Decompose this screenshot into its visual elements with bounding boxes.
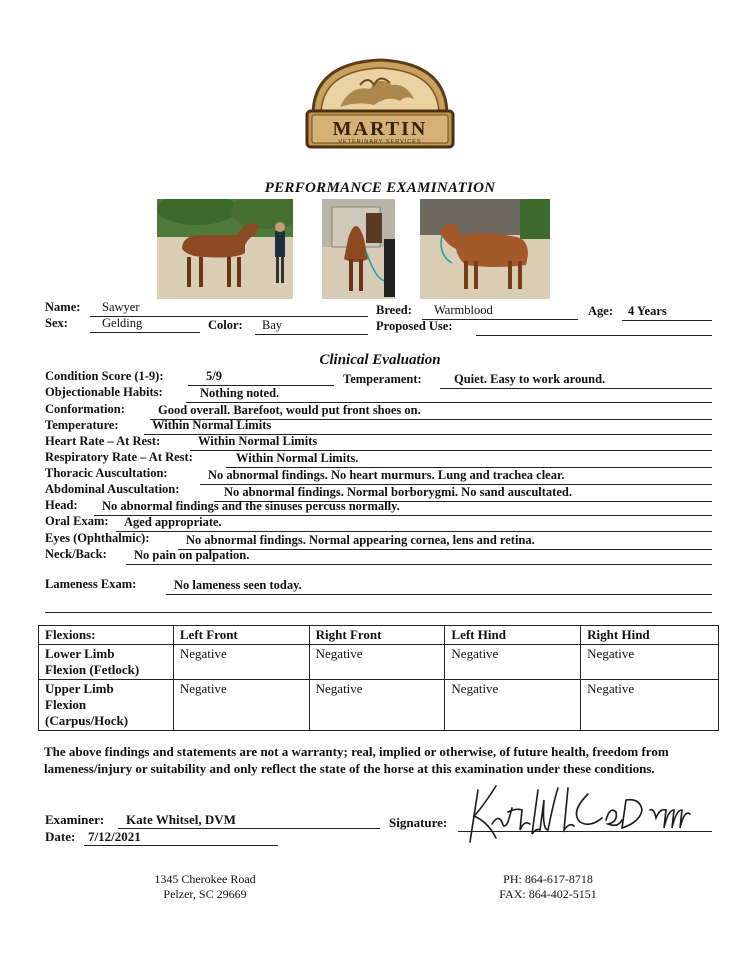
temperament-label: Temperament: (343, 372, 422, 386)
date-value: 7/12/2021 (88, 829, 141, 844)
table-header-cell: Right Hind (581, 626, 719, 645)
date-underline (84, 845, 278, 846)
color-label: Color: (208, 318, 243, 332)
temperament-underline (440, 388, 712, 389)
lameness-exam-value: No lameness seen today. (174, 578, 302, 592)
logo-text: MARTIN (332, 118, 428, 140)
lameness-extra-line (45, 612, 712, 613)
horse-other-side-image-icon (420, 199, 550, 299)
head-value: No abnormal findings and the sinuses percuss normally. (102, 499, 400, 513)
row-label-upper-limb (39, 680, 174, 731)
row-label-line: Lower Limb (45, 646, 115, 661)
horse-photo-front (322, 199, 395, 299)
temperature-label: Temperature: (45, 418, 119, 432)
temperament-value: Quiet. Easy to work around. (454, 372, 606, 386)
table-cell: Negative (173, 680, 309, 731)
sex-value: Gelding (102, 316, 143, 330)
sex-underline (90, 332, 200, 333)
table-cell: Negative (581, 645, 719, 680)
horse-side-image-icon (157, 199, 293, 299)
eyes-underline (178, 549, 712, 550)
heart-rate-label: Heart Rate – At Rest: (45, 434, 161, 448)
table-row (39, 680, 719, 731)
flexions-table (38, 625, 719, 731)
martin-veterinary-logo (305, 55, 455, 155)
condition-value: 5/9 (206, 369, 222, 383)
name-value: Sawyer (102, 300, 140, 314)
address-line: Pelzer, SC 29669 (163, 887, 247, 901)
table-header-cell: Flexions: (39, 626, 174, 645)
table-row (39, 645, 719, 680)
objectionable-label: Objectionable Habits: (45, 385, 163, 399)
eyes-label: Eyes (Ophthalmic): (45, 531, 150, 545)
lameness-exam-underline (166, 594, 712, 595)
signature-icon (456, 780, 706, 844)
name-label: Name: (45, 300, 81, 314)
head-label: Head: (45, 498, 78, 512)
logo-subtext: VETERINARY SERVICES (338, 139, 422, 145)
proposed-use-underline (476, 335, 712, 336)
handwritten-signature (456, 780, 706, 844)
age-label: Age: (588, 304, 613, 318)
table-cell: Negative (581, 680, 719, 731)
fax-number: FAX: 864-402-5151 (499, 887, 597, 901)
age-value: 4 Years (628, 304, 667, 318)
signature-label: Signature: (389, 815, 448, 830)
document-title: PERFORMANCE EXAMINATION (264, 180, 496, 196)
contact-block (478, 872, 618, 902)
examiner-label: Examiner: (45, 812, 105, 827)
table-cell: Negative (309, 680, 445, 731)
lameness-exam-label: Lameness Exam: (45, 577, 137, 591)
row-label-line: Upper Limb (45, 681, 114, 696)
row-label-lower-limb (39, 645, 174, 680)
oral-exam-underline (116, 531, 712, 532)
row-label-line: Flexion (Fetlock) (45, 662, 140, 677)
oral-exam-value: Aged appropriate. (124, 515, 222, 529)
conformation-value: Good overall. Barefoot, would put front shoes on. (158, 403, 421, 417)
table-cell: Negative (173, 645, 309, 680)
table-header-cell: Left Hind (445, 626, 581, 645)
table-cell: Negative (309, 645, 445, 680)
breed-value: Warmblood (434, 303, 493, 317)
examiner-underline (118, 828, 380, 829)
age-underline (622, 320, 712, 321)
table-header-cell: Left Front (173, 626, 309, 645)
examiner-value: Kate Whitsel, DVM (126, 812, 236, 827)
respiratory-rate-value: Within Normal Limits. (236, 451, 359, 465)
respiratory-rate-label: Respiratory Rate – At Rest: (45, 450, 193, 464)
neck-back-label: Neck/Back: (45, 547, 107, 561)
table-cell: Negative (445, 680, 581, 731)
phone-number: PH: 864-617-8718 (503, 872, 593, 886)
thoracic-label: Thoracic Auscultation: (45, 466, 168, 480)
horse-photo-other-side (420, 199, 550, 299)
color-underline (255, 334, 368, 335)
clinical-evaluation-title: Clinical Evaluation (319, 352, 441, 368)
conformation-label: Conformation: (45, 402, 125, 416)
table-header-cell: Right Front (309, 626, 445, 645)
horse-front-image-icon (322, 199, 395, 299)
disclaimer-text: The above findings and statements are not a warranty; real, implied or otherwise, of future health, freedom from lameness/injury or suitability and only reflect the state of the horse at this examination under these conditions. (44, 744, 669, 776)
row-label-line: (Carpus/Hock) (45, 713, 129, 728)
temperature-value: Within Normal Limits (152, 418, 272, 432)
table-cell: Negative (445, 645, 581, 680)
horse-photo-side (157, 199, 293, 299)
neck-back-value: No pain on palpation. (134, 548, 250, 562)
oral-exam-label: Oral Exam: (45, 514, 109, 528)
row-label-line: Flexion (45, 697, 87, 712)
address-block (140, 872, 270, 902)
objectionable-value: Nothing noted. (200, 386, 280, 400)
eyes-value: No abnormal findings. Normal appearing cornea, lens and retina. (186, 533, 535, 547)
abdominal-value: No abnormal findings. Normal borborygmi. No sand auscultated. (224, 485, 572, 499)
thoracic-value: No abnormal findings. No heart murmurs. Lung and trachea clear. (208, 468, 565, 482)
color-value: Bay (262, 318, 283, 332)
logo-emblem-icon (305, 55, 455, 155)
abdominal-label: Abdominal Auscultation: (45, 482, 180, 496)
proposed-use-label: Proposed Use: (376, 319, 453, 333)
condition-label: Condition Score (1-9): (45, 369, 164, 383)
breed-label: Breed: (376, 303, 412, 317)
date-label: Date: (45, 829, 76, 844)
heart-rate-value: Within Normal Limits (198, 434, 318, 448)
table-header-row (39, 626, 719, 645)
neck-back-underline (126, 564, 712, 565)
sex-label: Sex: (45, 316, 68, 330)
address-line: 1345 Cherokee Road (154, 872, 256, 886)
